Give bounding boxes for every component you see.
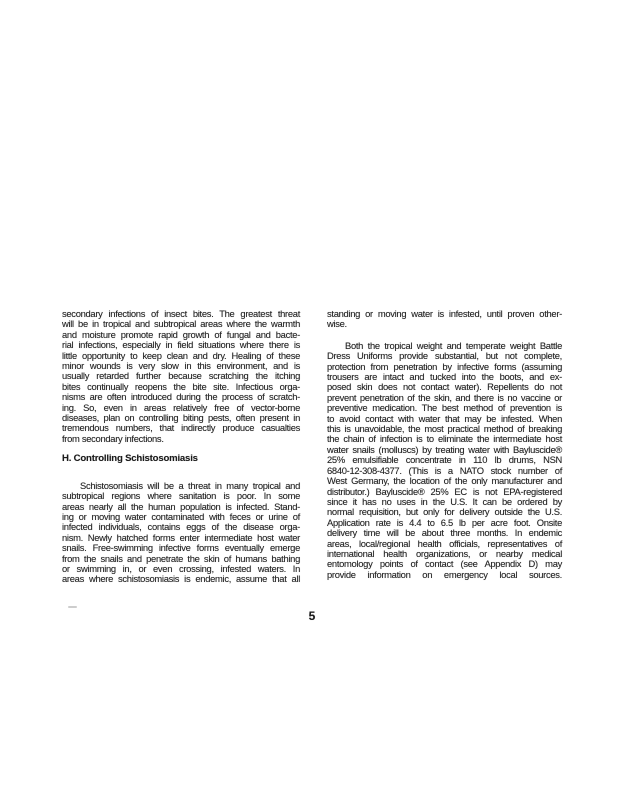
text-line: delivery time will be about three months. In endemic [327, 527, 562, 539]
text-line: snails. Free-swimming infective forms eventually emerge [62, 542, 300, 554]
text-line: secondary infections of insect bites. The greatest threat [62, 308, 300, 319]
text-line: Dress Uniforms provide substantial, but not complete, [327, 350, 562, 362]
text-line: water snails (molluscs) by treating water with Bayluscide® [327, 443, 562, 455]
text-line: this is unavoidable, the most practical method of breaking [327, 423, 562, 435]
left-paragraph-2 [62, 481, 300, 585]
text-line: Schistosomiasis will be a threat in many tropical and [80, 479, 300, 491]
text-line: standing or moving water is infested, until proven other- [327, 308, 562, 319]
scan-artifact-mark [68, 606, 77, 608]
page-number: 5 [308, 609, 316, 623]
text-line: Both the tropical weight and temperate weight Battle [345, 339, 562, 351]
text-line: 6840-12-308-4377. (This is a NATO stock number of [327, 464, 562, 476]
right-column [327, 309, 562, 580]
text-line: wise. [327, 318, 347, 330]
text-line: usually retarded further because scratching the itching [62, 370, 300, 382]
text-line: the chain of infection is to eliminate the intermediate host [327, 433, 562, 445]
text-line: and moisture promote rapid growth of fungal and bacte- [62, 328, 300, 340]
text-line: will be in tropical and subtropical areas where the warmth [62, 318, 300, 330]
text-line: ing or moving water contaminated with feces or urine of [62, 510, 300, 522]
text-line: prevent penetration of the skin, and there is no vaccine or [327, 391, 562, 403]
text-line: areas where schistosomiasis is endemic, assume that all [62, 573, 300, 585]
text-line: diseases, plan on controlling biting pests, often present in [62, 412, 300, 424]
text-line: preventive medication. The best method of prevention is [327, 402, 562, 414]
text-line: since it has no uses in the U.S. It can be ordered by [327, 495, 562, 507]
text-line: areas nearly all the human population is infected. Stand- [62, 500, 300, 512]
text-line: provide information on emergency local sources. [327, 568, 562, 580]
text-line: international health organizations, or nearby medical [327, 547, 562, 559]
text-line: minor wounds is very slow in this environment, and is [62, 360, 300, 372]
left-column [62, 309, 300, 585]
text-line: or swimming in, or even crossing, infested waters. In [62, 562, 300, 574]
text-line: from secondary infections. [62, 432, 164, 444]
text-line: Application rate is 4.4 to 6.5 lb per acre foot. Onsite [327, 516, 562, 528]
text-line: bites continually reopens the bite site. Infectious orga- [62, 380, 300, 392]
right-paragraph-1 [327, 309, 562, 330]
text-line: trousers are intact and tucked into the boots, and ex- [327, 371, 562, 383]
text-line: nisms are often introduced during the process of scratch- [62, 391, 300, 403]
text-line: normal requisition, but only for delivery outside the U.S. [327, 506, 562, 518]
text-line: tremendous numbers, that indirectly produce casualties [62, 422, 300, 434]
text-line: rial infections, especially in field situations where there is [62, 339, 300, 351]
text-line: protection from penetration by infective forms (assuming [327, 360, 562, 372]
text-line: West Germany, the location of the only manufacturer and [327, 475, 562, 487]
text-line: 25% emulsifiable concentrate in 110 lb drums, NSN [327, 454, 562, 466]
section-heading: H. Controlling Schistosomiasis [62, 453, 198, 465]
text-line: posed skin does not contact water). Repellents do not [327, 381, 562, 393]
text-line: from the snails and penetrate the skin of humans bathing [62, 552, 300, 564]
text-line: nism. Newly hatched forms enter intermediate host water [62, 531, 300, 543]
text-line: infected individuals, contains eggs of the disease orga- [62, 521, 300, 533]
text-line: areas, local/regional health officials, representatives of [327, 537, 562, 549]
text-line: little opportunity to keep clean and dry. Healing of these [62, 349, 300, 361]
text-line: to avoid contact with water that may be infested. When [327, 412, 562, 424]
text-line: subtropical regions where sanitation is poor. In some [62, 490, 300, 502]
right-paragraph-2 [327, 341, 562, 580]
text-line: distributor.) Bayluscide® 25% EC is not EPA-registered [327, 485, 562, 497]
left-paragraph-1 [62, 309, 300, 444]
text-line: ing. So, even in areas relatively free of vector-borne [62, 401, 300, 413]
text-line: entomology points of contact (see Appendix D) may [327, 558, 562, 570]
